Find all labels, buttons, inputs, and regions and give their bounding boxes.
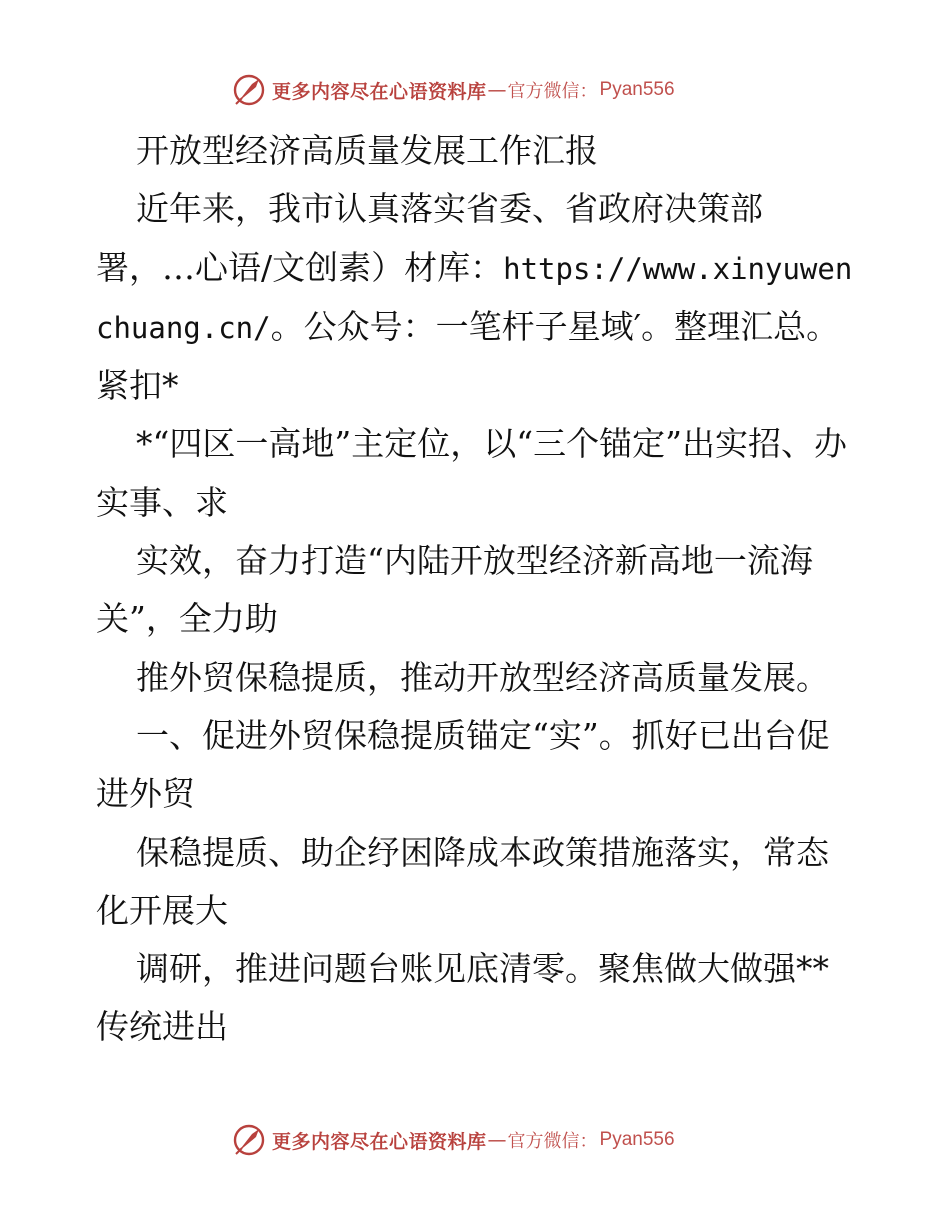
paragraph-4: 推外贸保稳提质，推动开放型经济高质量发展。: [136, 657, 829, 697]
banner-main-text: 更多内容尽在心语资料库: [272, 1130, 487, 1153]
banner-wechat-handle: Pyan556: [599, 1129, 675, 1150]
banner-wechat-label: 官方微信：: [507, 1131, 598, 1152]
footer-watermark-banner: [232, 1120, 712, 1160]
banner-wechat-handle: Pyan556: [599, 79, 675, 100]
quill-pen-logo-icon: [232, 1123, 266, 1157]
quill-pen-logo-icon: [232, 73, 266, 107]
banner-wechat-label: 官方微信：: [507, 81, 598, 102]
document-body: [96, 122, 856, 1057]
banner-separator: —: [487, 79, 507, 101]
paragraph-2: *“四区一高地”主定位，以“三个锚定”出实招、办实事、求: [96, 424, 847, 522]
document-title: 开放型经济高质量发展工作汇报: [136, 131, 598, 170]
paragraph-7: 调研，推进问题台账见底清零。聚焦做大做强**传统进出: [96, 949, 829, 1047]
banner-main-text: 更多内容尽在心语资料库: [272, 80, 487, 103]
paragraph-6: 保稳提质、助企纾困降成本政策措施落实，常态化开展大: [96, 832, 829, 930]
paragraph-1: [96, 180, 856, 415]
paragraph-3: 实效，奋力打造“内陆开放型经济新高地一流海关”，全力助: [96, 541, 813, 639]
header-watermark-banner: [232, 70, 712, 110]
banner-separator: —: [487, 1129, 507, 1151]
paragraph-1-text-after-url: 。公众号：一笔杆子星域′。整理汇总。紧扣*: [96, 306, 840, 406]
source-url-text: https://www.xinyuwenchuang.cn/: [96, 251, 853, 345]
paragraph-1-text-before-url: 近年来，我市认真落实省委、省政府决策部署，…心语/文创素）材库：: [96, 189, 763, 287]
paragraph-5: 一、促进外贸保稳提质锚定“实”。抓好已出台促进外贸: [96, 715, 830, 814]
